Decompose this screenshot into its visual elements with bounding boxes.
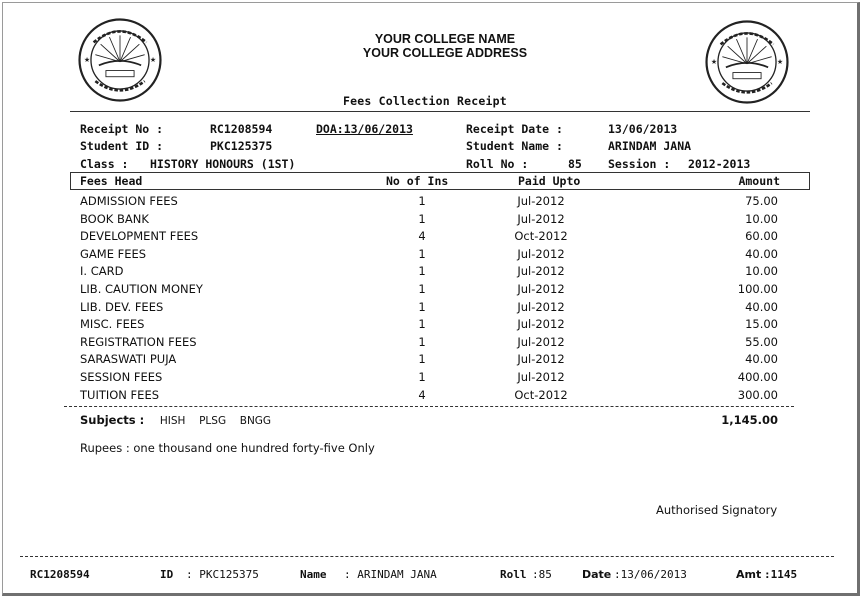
amount-cell: 75.00 xyxy=(745,194,778,208)
receipt-date-value: 13/06/2013 xyxy=(608,122,678,136)
table-row xyxy=(0,335,866,353)
amount-cell: 10.00 xyxy=(745,211,778,226)
col-header-fees-head: Fees Head xyxy=(80,174,143,188)
table-row xyxy=(0,194,866,212)
amount-in-words: Rupees : one thousand one hundred forty-five Only xyxy=(80,441,375,455)
paid-upto-cell: Jul-2012 xyxy=(517,282,565,296)
receipt-title: Fees Collection Receipt xyxy=(343,94,507,108)
paid-upto-cell: Jul-2012 xyxy=(517,317,565,332)
class-label: Class : xyxy=(80,157,129,171)
svg-text:★: ★ xyxy=(83,54,91,64)
fees-head-cell: LIB. CAUTION MONEY xyxy=(80,282,203,296)
subjects-line xyxy=(80,413,281,427)
footer-amt-value: :1145 xyxy=(764,568,798,581)
paid-upto-cell: Jul-2012 xyxy=(517,352,565,367)
no-of-ins-cell: 1 xyxy=(418,264,426,279)
table-row xyxy=(0,212,866,230)
fees-head-cell: MISC. FEES xyxy=(80,317,145,332)
no-of-ins-cell: 1 xyxy=(418,246,426,261)
paid-upto-cell: Jul-2012 xyxy=(517,299,565,314)
student-id-value: PKC125375 xyxy=(210,139,273,153)
table-row xyxy=(0,264,866,282)
footer-name-label: Name xyxy=(300,568,327,581)
no-of-ins-cell: 1 xyxy=(418,334,426,349)
no-of-ins-cell: 1 xyxy=(418,370,426,384)
receipt-no-value: RC1208594 xyxy=(210,122,273,136)
footer-date-label: Date xyxy=(582,568,612,581)
authorised-signatory: Authorised Signatory xyxy=(656,503,778,517)
footer-id-value: : PKC125375 xyxy=(186,568,259,581)
tear-off-line xyxy=(20,556,834,557)
svg-text:★: ★ xyxy=(149,54,157,64)
total-amount: 1,145.00 xyxy=(721,413,778,427)
amount-cell: 60.00 xyxy=(745,229,778,244)
fees-head-cell: REGISTRATION FEES xyxy=(80,334,197,349)
college-address: YOUR COLLEGE ADDRESS xyxy=(362,46,528,60)
amount-cell: 400.00 xyxy=(737,370,778,384)
college-seal-right xyxy=(703,18,791,106)
student-name-value: ARINDAM JANA xyxy=(608,139,692,153)
paid-upto-cell: Jul-2012 xyxy=(517,334,565,349)
svg-text:★: ★ xyxy=(776,56,784,66)
no-of-ins-cell: 1 xyxy=(418,211,426,226)
footer-amt-label: Amt xyxy=(736,568,762,581)
no-of-ins-cell: 1 xyxy=(418,282,426,296)
amount-cell: 40.00 xyxy=(745,352,778,367)
no-of-ins-cell: 1 xyxy=(418,317,426,332)
fees-head-cell: BOOK BANK xyxy=(80,211,149,226)
fees-head-cell: DEVELOPMENT FEES xyxy=(80,229,199,244)
paid-upto-cell: Jul-2012 xyxy=(517,246,565,261)
no-of-ins-cell: 4 xyxy=(418,229,426,244)
paid-upto-cell: Jul-2012 xyxy=(517,194,565,208)
no-of-ins-cell: 1 xyxy=(418,299,426,314)
footer-date-value: :13/06/2013 xyxy=(614,568,687,581)
receipt-no-label: Receipt No : xyxy=(80,122,164,136)
paid-upto-cell: Jul-2012 xyxy=(517,211,565,226)
table-row xyxy=(0,388,866,406)
paid-upto-cell: Jul-2012 xyxy=(517,264,565,279)
student-name-label: Student Name : xyxy=(466,139,563,153)
paid-upto-cell: Jul-2012 xyxy=(517,370,565,384)
header-divider xyxy=(70,111,810,112)
amount-cell: 40.00 xyxy=(745,246,778,261)
no-of-ins-cell: 1 xyxy=(418,194,426,208)
college-name: YOUR COLLEGE NAME xyxy=(374,32,516,46)
amount-cell: 15.00 xyxy=(745,317,778,332)
roll-label: Roll No : xyxy=(466,157,529,171)
class-value: HISTORY HONOURS (1ST) xyxy=(150,157,296,171)
col-header-paid-upto: Paid Upto xyxy=(518,174,581,188)
fees-head-cell: ADMISSION FEES xyxy=(80,194,178,208)
table-row xyxy=(0,229,866,247)
doa-value: DOA:13/06/2013 xyxy=(316,122,413,136)
college-seal-left xyxy=(76,16,164,104)
table-row xyxy=(0,370,866,388)
subjects-label: Subjects : xyxy=(80,413,145,427)
footer-receipt-no: RC1208594 xyxy=(30,568,90,581)
svg-text:★: ★ xyxy=(710,56,718,66)
session-label: Session : xyxy=(608,157,671,171)
table-row xyxy=(0,247,866,265)
no-of-ins-cell: 1 xyxy=(418,352,426,367)
subject-code: BNGG xyxy=(239,415,272,427)
fees-head-cell: LIB. DEV. FEES xyxy=(80,299,164,314)
amount-cell: 55.00 xyxy=(745,334,778,349)
fees-head-cell: I. CARD xyxy=(80,264,124,279)
amount-cell: 100.00 xyxy=(737,282,778,296)
table-row xyxy=(0,282,866,300)
session-value: 2012-2013 xyxy=(688,157,751,171)
table-row xyxy=(0,352,866,370)
receipt-date-label: Receipt Date : xyxy=(466,122,563,136)
paid-upto-cell: Oct-2012 xyxy=(514,387,568,402)
footer-name-value: : ARINDAM JANA xyxy=(344,568,437,581)
col-header-amount: Amount xyxy=(738,174,780,188)
footer-id-label: ID xyxy=(160,568,174,581)
fees-head-cell: SESSION FEES xyxy=(80,370,163,384)
table-row xyxy=(0,300,866,318)
footer-roll-value: :85 xyxy=(532,568,552,581)
subject-code: HISH xyxy=(159,415,186,427)
fees-head-cell: SARASWATI PUJA xyxy=(80,352,177,367)
roll-value: 85 xyxy=(568,157,582,171)
student-id-label: Student ID : xyxy=(80,139,164,153)
table-row xyxy=(0,317,866,335)
table-end-divider xyxy=(64,406,794,407)
college-header xyxy=(300,32,590,60)
paid-upto-cell: Oct-2012 xyxy=(514,229,568,244)
col-header-no-of-ins: No of Ins xyxy=(386,174,449,188)
fees-head-cell: TUITION FEES xyxy=(80,387,160,402)
footer-roll-label: Roll xyxy=(500,568,527,581)
amount-cell: 300.00 xyxy=(737,387,778,402)
fees-head-cell: GAME FEES xyxy=(80,246,147,261)
amount-cell: 10.00 xyxy=(745,264,778,279)
subject-code: PLSG xyxy=(199,415,227,427)
amount-cell: 40.00 xyxy=(745,299,778,314)
no-of-ins-cell: 4 xyxy=(418,387,426,402)
